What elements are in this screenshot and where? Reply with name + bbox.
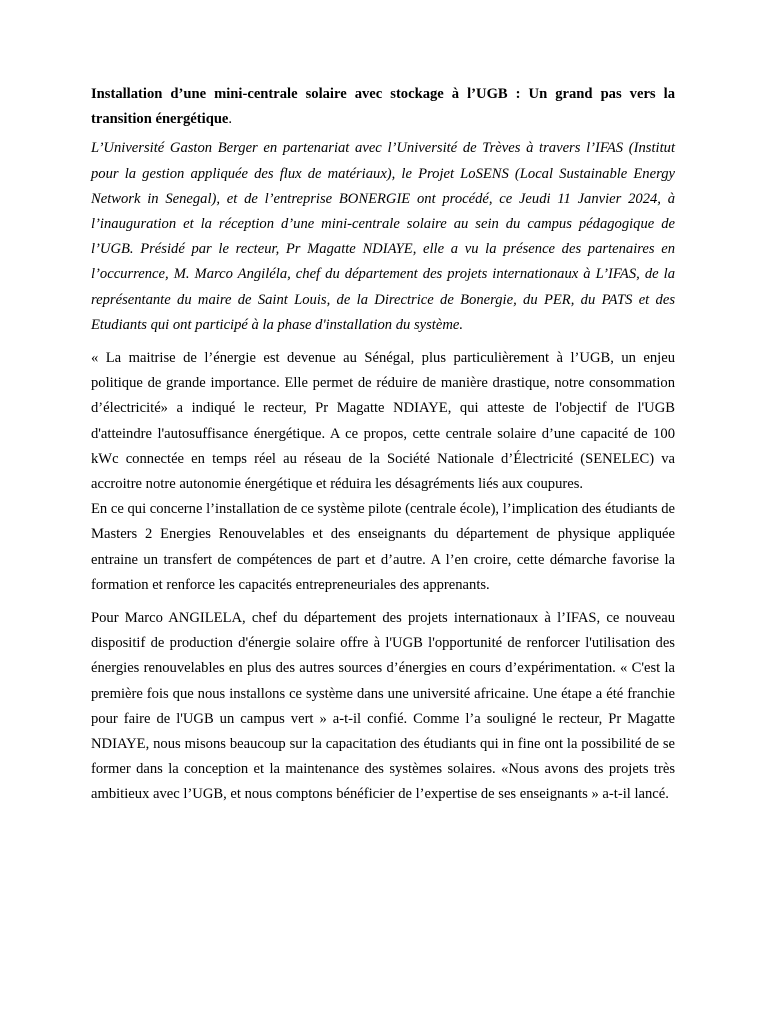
document-page [91, 82, 675, 808]
article-intro: L’Université Gaston Berger en partenariat avec l’Université de Trèves à travers l’IFAS (Institut pour la gestion appliquée des flux de matériaux), le Projet LoSENS (Local Sustainable Energy Network in Senegal), et de l’entreprise BONERGIE ont procédé, ce Jeudi 11 Janvier 2024, à l’inauguration et la réception d’une mini-centrale solaire au sein du campus pédagogique de l’UGB. Présidé par le recteur, Pr Magatte NDIAYE, elle a vu la présence des partenaires en l’occurrence, M. Marco Angiléla, chef du département des projets internationaux à L’IFAS, de la représentante du maire de Saint Louis, de la Directrice de Bonergie, du PER, du PATS et des Etudiants qui ont participé à la phase d'installation du système. [91, 140, 675, 333]
article-title-period: . [228, 111, 233, 128]
article-title-text: Installation d’une mini-centrale solaire avec stockage à l’UGB : Un grand pas vers la transition énergétique [91, 86, 675, 128]
article-title [91, 82, 675, 132]
article-paragraph-2: En ce qui concerne l’installation de ce système pilote (centrale école), l’implication des étudiants de Masters 2 Energies Renouvelables et des enseignants du département de physique appliquée entraine un transfert de compétences de part et d’autre. A l’en croire, cette démarche favorise la formation et renforce les capacités entrepreneuriales des apprenants. [91, 501, 675, 593]
article-paragraph-3: Pour Marco ANGILELA, chef du département des projets internationaux à l’IFAS, ce nouveau dispositif de production d'énergie solaire offre à l'UGB l'opportunité de renforcer l'utilisation des énergies renouvelables en plus des autres sources d’énergies en cours d’expérimentation. « C'est la première fois que nous installons ce système dans une université africaine. Une étape a été franchie pour faire de l'UGB un campus vert » a-t-il confié. Comme l’a souligné le recteur, Pr Magatte NDIAYE, nous misons beaucoup sur la capacitation des étudiants qui in fine ont la possibilité de se former dans la conception et la maintenance des systèmes solaires. «Nous avons des projets très ambitieux avec l’UGB, et nous comptons bénéficier de l’expertise de ses enseignants » a-t-il lancé. [91, 610, 675, 803]
article-paragraph-1: « La maitrise de l’énergie est devenue au Sénégal, plus particulièrement à l’UGB, un enjeu politique de grande importance. Elle permet de réduire de manière drastique, notre consommation d’électricité» a indiqué le recteur, Pr Magatte NDIAYE, qui atteste de l'objectif de l'UGB d'atteindre l'autosuffisance énergétique. A ce propos, cette centrale solaire d’une capacité de 100 kWc connectée en temps réel au réseau de la Société Nationale d’Électricité (SENELEC) va accroitre notre autonomie énergétique et réduira les désagréments liés aux coupures. [91, 350, 675, 493]
